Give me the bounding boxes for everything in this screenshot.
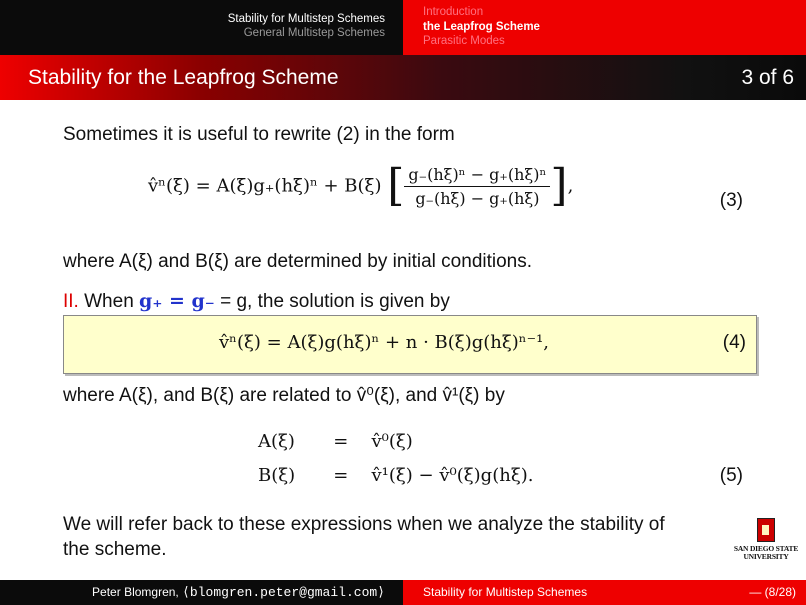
where-text-2: where A(ξ), and B(ξ) are related to v̂⁰(ξ), and v̂¹(ξ) by xyxy=(63,385,505,406)
nav-subsection-current[interactable]: the Leapfrog Scheme xyxy=(423,20,540,33)
footer-title[interactable]: Stability for Multistep Schemes xyxy=(423,585,588,599)
university-logo xyxy=(728,518,804,561)
author-name: Peter Blomgren, xyxy=(92,585,179,599)
closing-text-line-1: We will refer back to these expressions when we analyze the stability of xyxy=(63,514,665,535)
eq3-numerator: g₋(hξ)ⁿ − g₊(hξ)ⁿ xyxy=(404,165,550,187)
case-2-text xyxy=(63,290,450,313)
nav-section[interactable]: General Multistep Schemes xyxy=(243,27,385,39)
shield-icon xyxy=(757,518,775,542)
footer-bar xyxy=(0,580,806,605)
equation-4: v̂ⁿ(ξ) = A(ξ)g(hξ)ⁿ + n · B(ξ)g(hξ)ⁿ⁻¹, xyxy=(219,332,550,353)
highlight-box xyxy=(63,315,757,374)
footer-author xyxy=(0,580,403,605)
closing-text-line-2: the scheme. xyxy=(63,539,167,560)
logo-line-1: SAN DIEGO STATE xyxy=(733,544,799,553)
nav-section-current[interactable]: Stability for Multistep Schemes xyxy=(227,13,385,25)
logo-text xyxy=(728,545,804,561)
condition-highlight: g₊ = g₋ xyxy=(139,290,215,312)
eq5-row-1 xyxy=(258,431,413,452)
eq5-lhs-2: B(ξ) xyxy=(258,465,296,486)
eq5-rhs-1: v̂⁰(ξ) xyxy=(371,431,413,452)
author-email: ⟨blomgren.peter@gmail.com⟩ xyxy=(182,585,385,600)
section-nav xyxy=(0,0,403,55)
equation-number-5: (5) xyxy=(719,465,743,486)
frame-title-bar xyxy=(0,55,806,100)
nav-subsection[interactable]: Parasitic Modes xyxy=(423,35,505,47)
frame-title: Stability for the Leapfrog Scheme xyxy=(28,66,339,89)
case-marker: II. xyxy=(63,291,79,312)
right-bracket: ] xyxy=(550,160,568,211)
eq3-denominator: g₋(hξ) − g₊(hξ) xyxy=(415,188,540,208)
eq5-op-1: = xyxy=(333,431,349,452)
logo-line-2: UNIVERSITY xyxy=(743,552,789,561)
frame-part-counter: 3 of 6 xyxy=(741,66,794,89)
left-bracket: [ xyxy=(387,160,405,211)
navigation-bar xyxy=(0,0,806,55)
case-2-pre: When xyxy=(84,291,134,312)
footer-page-number: — (8/28) xyxy=(749,585,796,599)
equation-number-3: (3) xyxy=(719,190,743,211)
eq5-lhs-1: A(ξ) xyxy=(258,431,295,452)
eq5-rhs-2: v̂¹(ξ) − v̂⁰(ξ)g(hξ). xyxy=(371,465,534,486)
equation-number-4: (4) xyxy=(722,332,746,353)
equation-3 xyxy=(148,160,574,211)
eq5-op-2: = xyxy=(333,465,349,486)
intro-text: Sometimes it is useful to rewrite (2) in the form xyxy=(63,124,455,145)
eq3-lhs: v̂ⁿ(ξ) = A(ξ)g₊(hξ)ⁿ + B(ξ) xyxy=(148,175,382,197)
subsection-nav xyxy=(403,0,806,55)
eq3-comma: , xyxy=(567,175,574,197)
footer-info xyxy=(403,580,806,605)
eq5-row-2 xyxy=(258,465,533,486)
case-2-post: = g, the solution is given by xyxy=(220,291,450,312)
fraction xyxy=(404,165,550,208)
nav-subsection[interactable]: Introduction xyxy=(423,6,484,18)
where-text-1: where A(ξ) and B(ξ) are determined by initial conditions. xyxy=(63,251,533,272)
